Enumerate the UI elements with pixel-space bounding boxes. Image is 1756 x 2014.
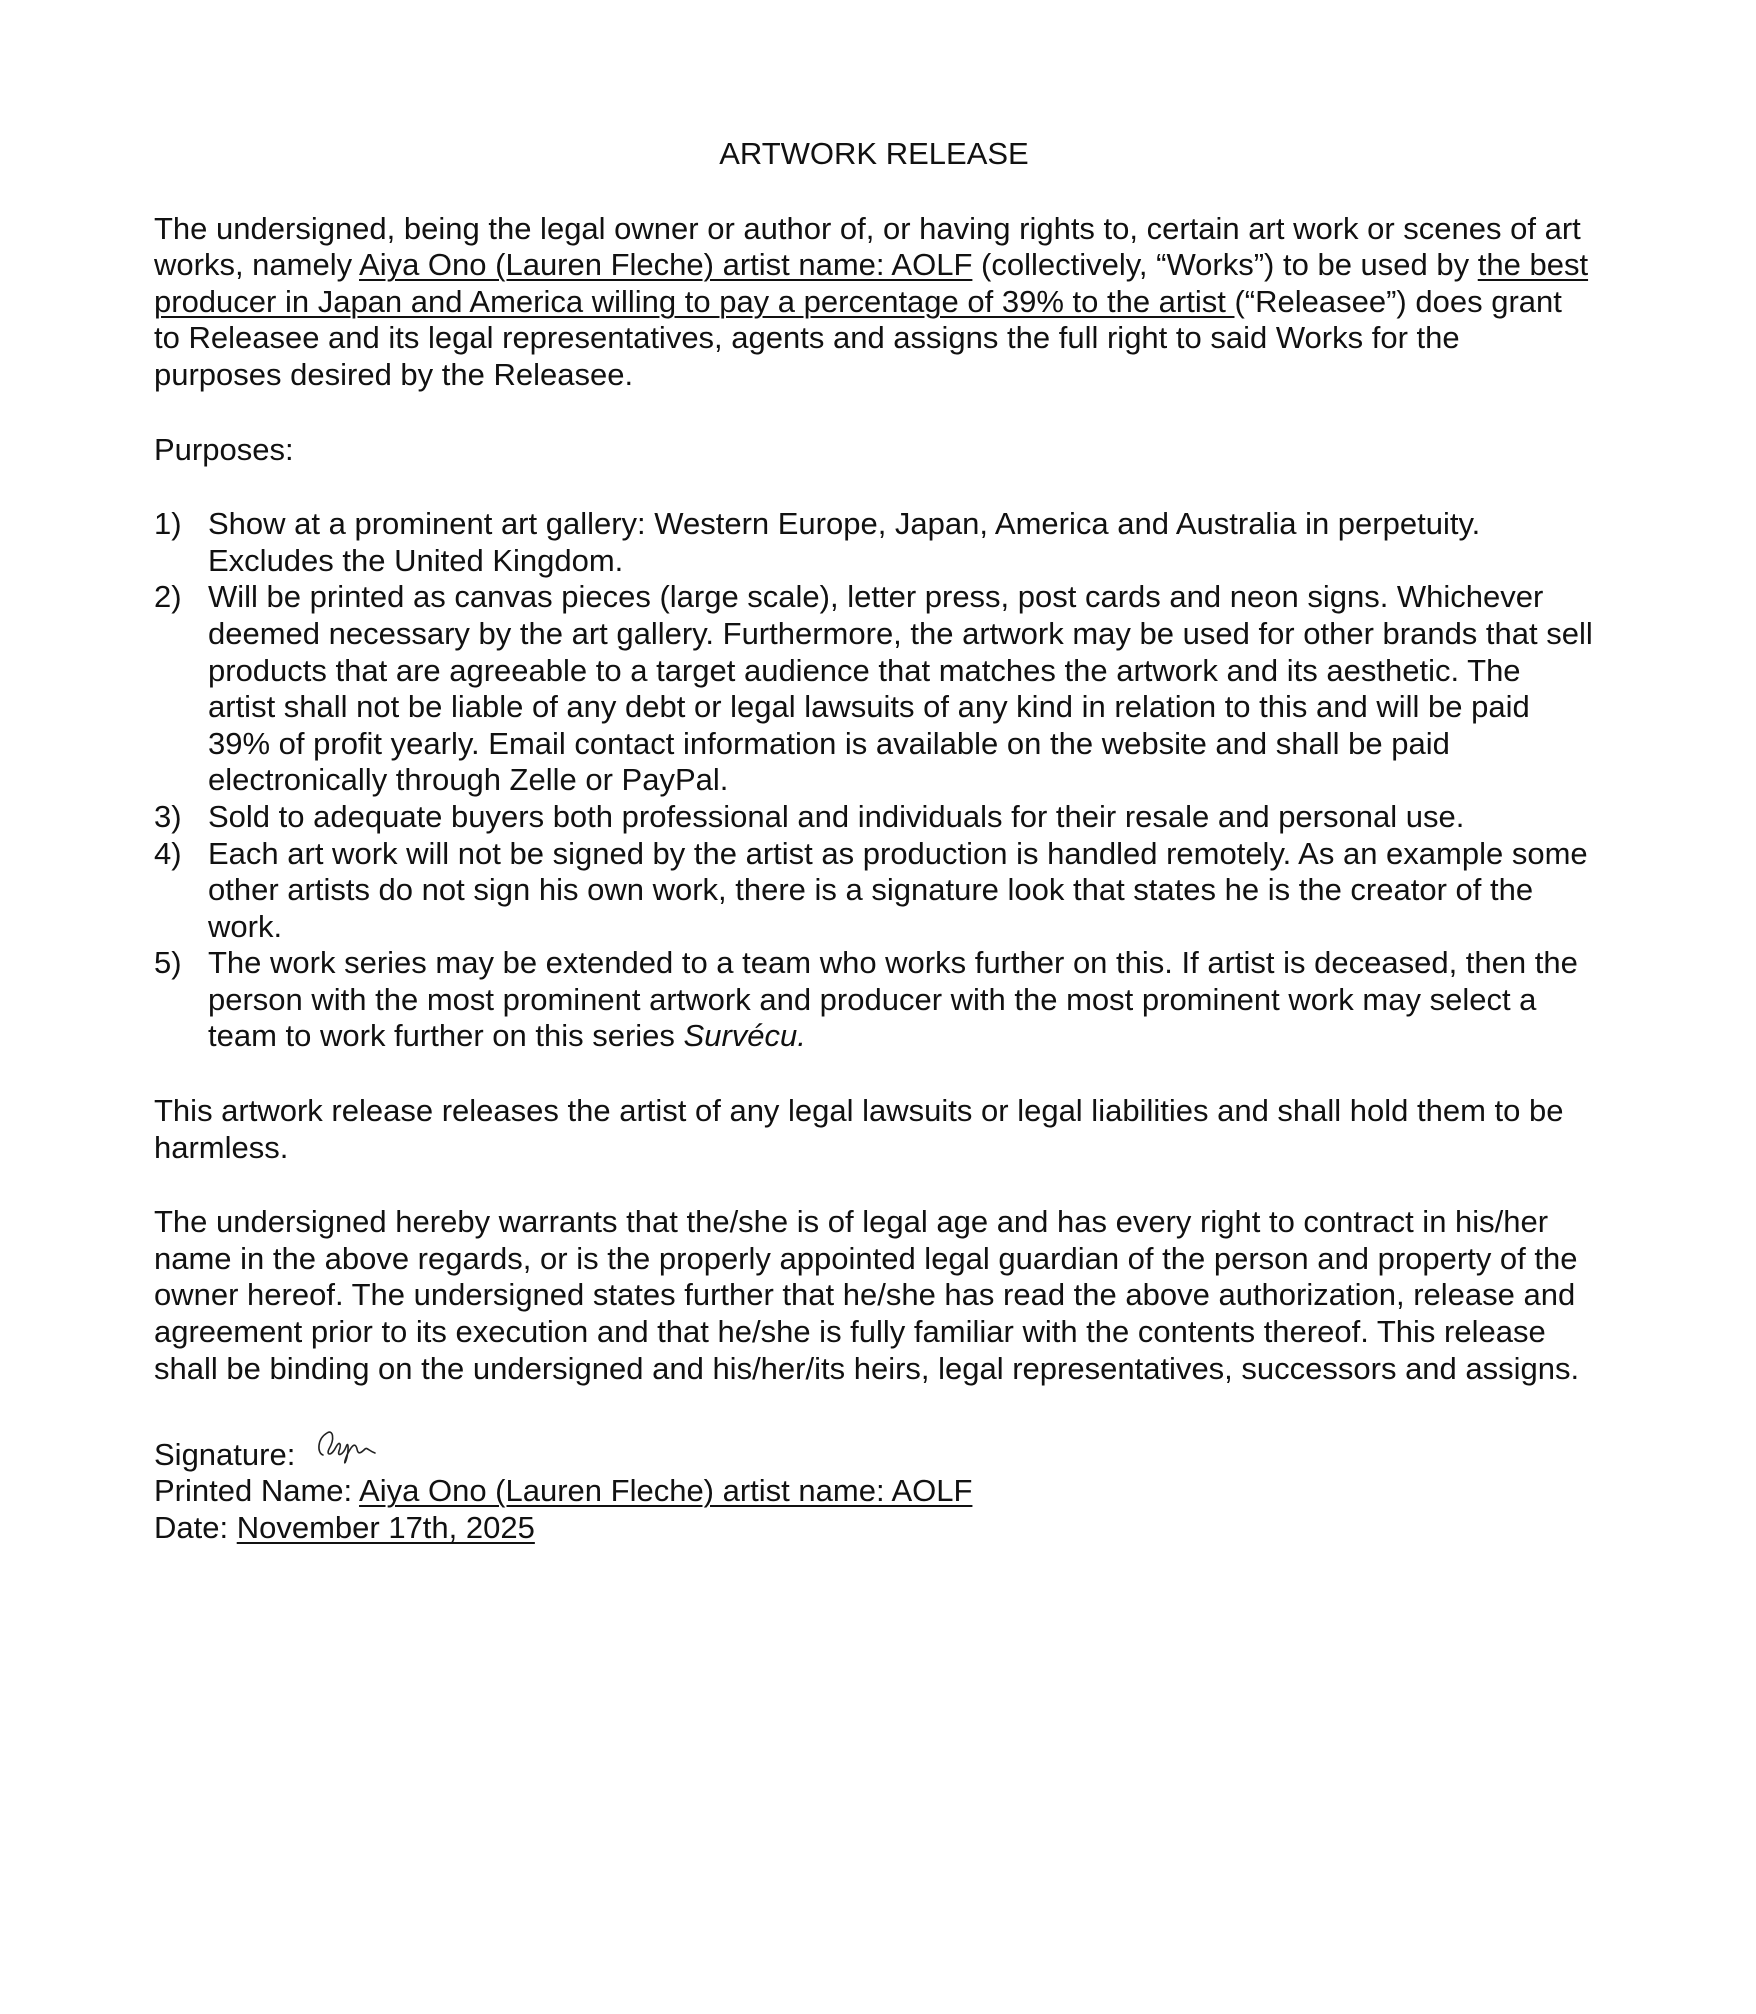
purposes-heading: Purposes: [154,431,294,467]
purpose-item [154,945,1594,1055]
purpose-text: Will be printed as canvas pieces (large scale), letter press, post cards and neon signs. Whichever deemed necessary by the art gallery. Furthermore, the artwork may be used for other brands that sell products that are agreeable to a target audience that matches the artwork and its aesthetic. The artist shall not be liable of any debt or legal lawsuits of any kind in relation to this and will be paid 39% of profit yearly. Email contact information is available on the website and shall be paid electronically through Zelle or PayPal. [208,579,1593,798]
printed-name-line [154,1473,1594,1510]
purpose-item [154,799,1594,836]
purpose-number: 5) [154,945,182,981]
purposes-list [154,506,1594,1055]
date-value: November 17th, 2025 [236,1509,535,1545]
printed-name-value: Aiya Ono (Lauren Fleche) artist name: AOLF [359,1473,973,1509]
release-paragraph: This artwork release releases the artist of any legal lawsuits or legal liabilities and shall hold them to be harmless. [154,1093,1564,1165]
purpose-text: Show at a prominent art gallery: Western Europe, Japan, America and Australia in perpetuity. Excludes the United Kingdom. [208,506,1481,578]
purpose-text-container [208,945,1594,1055]
date-label: Date: [154,1509,237,1545]
intro-text-2: (collectively, “Works”) to be used by [972,247,1478,283]
warranty-paragraph: The undersigned hereby warrants that the/she is of legal age and has every right to contract in his/her name in the above regards, or is the properly appointed legal guardian of the person and property of the owner hereof. The undersigned states further that he/she has read the above authorization, release and agreement prior to its execution and that he/she is fully familiar with the contents thereof. This release shall be binding on the undersigned and his/her/its heirs, legal representatives, successors and assigns. [154,1204,1580,1386]
signature-line [154,1425,1594,1473]
purpose-number: 1) [154,506,182,542]
signature-label: Signature: [154,1436,296,1472]
intro-paragraph [154,211,1594,394]
handwritten-signature-icon [309,1425,389,1469]
purpose-number: 4) [154,835,182,871]
purpose-item [154,836,1594,946]
purpose-text: Each art work will not be signed by the artist as production is handled remotely. As an example some other artists do not sign his own work, there is a signature look that states he is the creator of the work. [208,835,1588,944]
purpose-text: Sold to adequate buyers both professional and individuals for their resale and personal use. [208,798,1465,834]
printed-name-label: Printed Name: [154,1473,360,1509]
date-line [154,1510,1594,1547]
document-page [154,136,1594,1546]
purpose-number: 2) [154,579,182,615]
purpose-item [154,579,1594,799]
releasee-name: the best producer in Japan and America willing to pay a percentage of 39% to the artist [154,247,1589,319]
purpose-number: 3) [154,798,182,834]
purpose-text: The work series may be extended to a team who works further on this. If artist is deceased, then the person with the most prominent artwork and producer with the most prominent work may select a team to work further on this series [208,945,1578,1054]
purpose-item [154,506,1594,579]
series-title: Survécu. [683,1018,806,1054]
signature-block [154,1425,1594,1546]
intro-text-3: (“Releasee”) does grant to Releasee and its legal representatives, agents and assigns the full right to said Works for the purposes desired by the Releasee. [154,283,1562,392]
works-name: Aiya Ono (Lauren Fleche) artist name: AOLF [359,247,973,283]
intro-text-1: The undersigned, being the legal owner or author of, or having rights to, certain art work or scenes of art works, namely [154,210,1581,283]
document-title: ARTWORK RELEASE [719,136,1029,171]
